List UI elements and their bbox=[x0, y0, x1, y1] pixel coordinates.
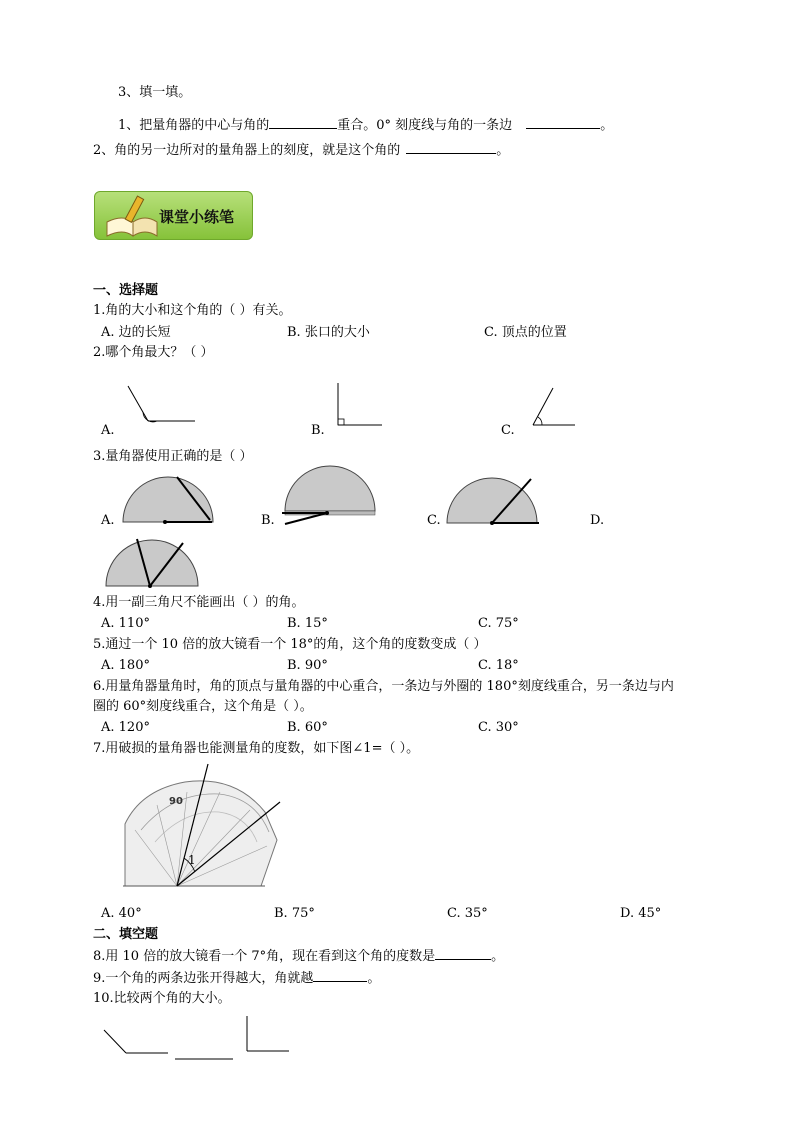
blank-1[interactable] bbox=[269, 116, 337, 129]
practice-badge bbox=[94, 191, 253, 240]
q2-angle-b-figure bbox=[330, 380, 390, 440]
blank-3[interactable] bbox=[406, 141, 496, 154]
q4-option-b[interactable]: B. 15° bbox=[287, 616, 328, 631]
q6-option-a[interactable]: A. 120° bbox=[101, 720, 150, 735]
q5-option-a[interactable]: A. 180° bbox=[101, 658, 150, 673]
q5-option-c[interactable]: C. 18° bbox=[478, 658, 519, 673]
q1-option-a[interactable]: A. 边的长短 bbox=[101, 325, 171, 340]
protractor-90-label: 90 bbox=[169, 796, 183, 807]
angle-1-label: 1 bbox=[188, 853, 196, 867]
q3-option-d[interactable]: D. bbox=[590, 513, 605, 528]
q6-text-line1: 6.用量角器量角时，角的顶点与量角器的中心重合，一条边与外圈的 180°刻度线重合，另一条边与内 bbox=[93, 679, 674, 694]
item2-text-a: 2、角的另一边所对的量角器上的刻度，就是这个角的 bbox=[93, 143, 401, 158]
q4-text: 4.用一副三角尺不能画出（ ）的角。 bbox=[93, 595, 305, 610]
q4-option-a[interactable]: A. 110° bbox=[101, 616, 150, 631]
q3-option-a[interactable]: A. bbox=[101, 513, 115, 528]
item1-text-c: 。 bbox=[600, 118, 614, 133]
q3-option-b[interactable]: B. bbox=[261, 513, 275, 528]
q7-text: 7.用破损的量角器也能测量角的度数，如下图∠1=（ ）。 bbox=[93, 741, 420, 756]
q6-option-c[interactable]: C. 30° bbox=[478, 720, 519, 735]
q3-text: 3.量角器使用正确的是（ ） bbox=[93, 449, 253, 464]
q8-text-end: 。 bbox=[491, 949, 505, 964]
badge-label: 课堂小练笔 bbox=[159, 208, 235, 226]
q3-option-c[interactable]: C. bbox=[427, 513, 441, 528]
q5-option-b[interactable]: B. 90° bbox=[287, 658, 328, 673]
q2-angle-a-figure bbox=[110, 378, 230, 438]
q3-protractor-b-figure bbox=[282, 466, 382, 526]
blank-2[interactable] bbox=[526, 116, 600, 129]
item1-text-b: 重合。0° 刻度线与角的一条边 bbox=[337, 118, 513, 133]
q1-option-c[interactable]: C. 顶点的位置 bbox=[484, 325, 567, 340]
q3-protractor-c-figure bbox=[444, 476, 544, 536]
q9-blank[interactable] bbox=[313, 969, 367, 982]
q2-option-c[interactable]: C. bbox=[501, 423, 515, 438]
q7-option-c[interactable]: C. 35° bbox=[447, 906, 488, 921]
q9-text bbox=[93, 969, 380, 987]
q1-option-b[interactable]: B. 张口的大小 bbox=[287, 325, 370, 340]
q2-option-a[interactable]: A. bbox=[101, 423, 115, 438]
q7-option-a[interactable]: A. 40° bbox=[101, 906, 142, 921]
q4-option-c[interactable]: C. 75° bbox=[478, 616, 519, 631]
q1-text: 1.角的大小和这个角的（ ）有关。 bbox=[93, 303, 292, 318]
q8-text-main: 8.用 10 倍的放大镜看一个 7°角，现在看到这个角的度数是 bbox=[93, 949, 436, 964]
item1-text-a: 1、把量角器的中心与角的 bbox=[118, 118, 270, 133]
q10-line-figure bbox=[175, 1055, 235, 1065]
part2-heading: 二、填空题 bbox=[93, 927, 159, 942]
section3-title: 3、填一填。 bbox=[118, 85, 192, 100]
section3-item2 bbox=[93, 141, 509, 159]
q8-blank[interactable] bbox=[435, 947, 491, 960]
q3-protractor-d-figure bbox=[104, 534, 204, 594]
q10-text: 10.比较两个角的大小。 bbox=[93, 991, 231, 1006]
q8-text bbox=[93, 947, 504, 965]
q10-angle-1-figure bbox=[102, 1028, 177, 1058]
q6-text-line2: 圈的 60°刻度线重合，这个角是（ ）。 bbox=[93, 699, 313, 714]
q7-broken-protractor-figure bbox=[115, 760, 305, 895]
q2-angle-c-figure bbox=[525, 380, 585, 440]
q7-option-d[interactable]: D. 45° bbox=[620, 906, 662, 921]
part1-heading: 一、选择题 bbox=[93, 283, 159, 298]
q2-option-b[interactable]: B. bbox=[311, 423, 325, 438]
book-pencil-icon bbox=[101, 194, 161, 238]
q9-text-end: 。 bbox=[367, 971, 381, 986]
item2-text-b: 。 bbox=[496, 143, 510, 158]
q6-option-b[interactable]: B. 60° bbox=[287, 720, 328, 735]
q2-text: 2.哪个角最大？（ ） bbox=[93, 345, 214, 360]
q3-protractor-a-figure bbox=[120, 470, 220, 526]
section3-item1 bbox=[118, 116, 613, 134]
q7-option-b[interactable]: B. 75° bbox=[274, 906, 315, 921]
q10-angle-2-figure bbox=[244, 1015, 294, 1055]
q9-text-main: 9.一个角的两条边张开得越大，角就越 bbox=[93, 971, 314, 986]
q5-text: 5.通过一个 10 倍的放大镜看一个 18°的角，这个角的度数变成（ ） bbox=[93, 637, 487, 652]
